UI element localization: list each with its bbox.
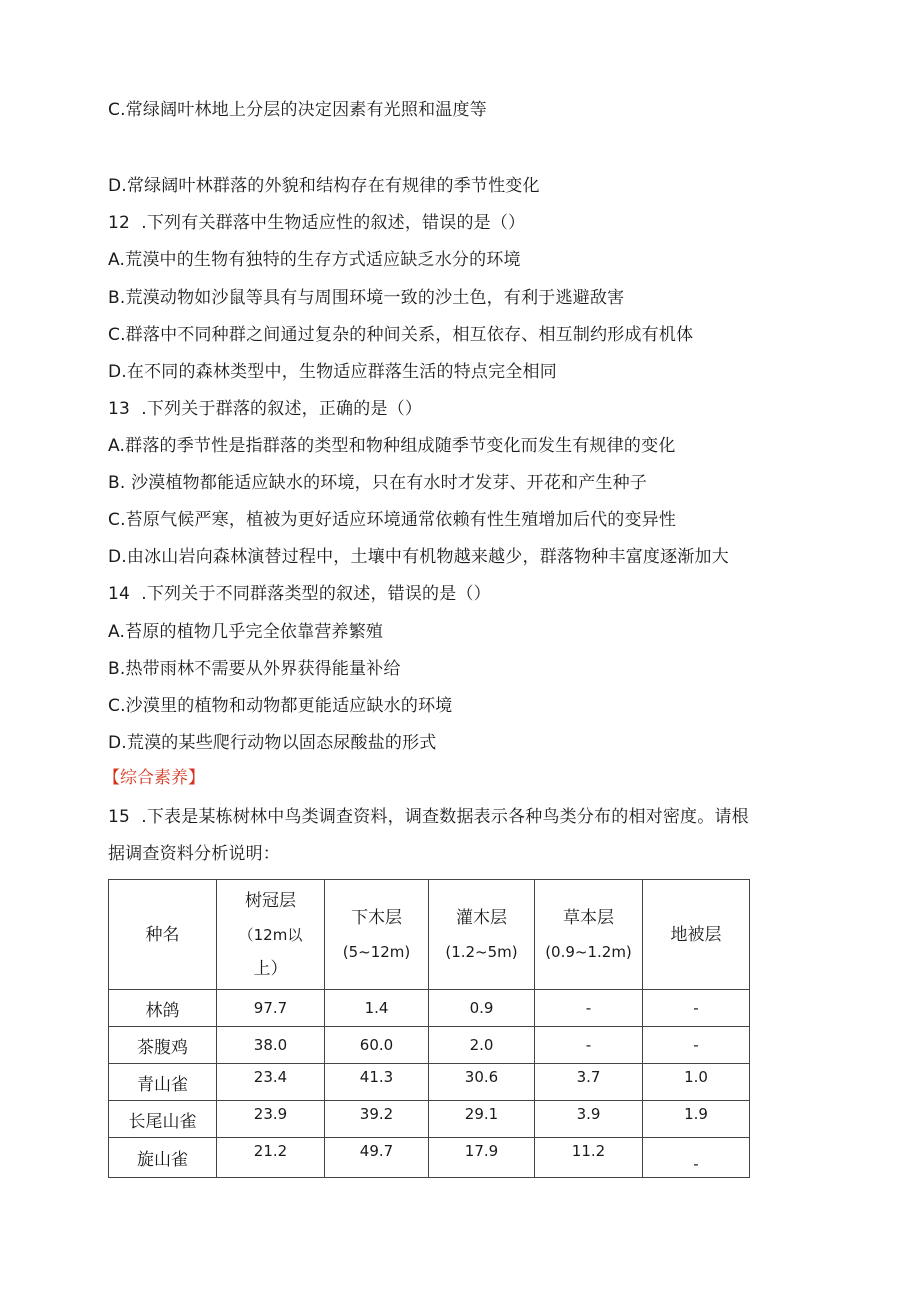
- table-row: [109, 990, 750, 1027]
- species-name: 茶腹鸡: [109, 1027, 217, 1064]
- q12-option-c: C.群落中不同种群之间通过复杂的种间关系，相互依存、相互制约形成有机体: [108, 325, 694, 345]
- q13-option-d: D.由冰山岩向森林演替过程中，土壤中有机物越来越少，群落物种丰富度逐渐加大: [108, 547, 729, 567]
- herb-value: 3.7: [535, 1064, 643, 1101]
- canopy-value: 97.7: [217, 990, 325, 1027]
- understory-value: 60.0: [325, 1027, 429, 1064]
- herb-value: -: [535, 1027, 643, 1064]
- q14-option-a: A.苔原的植物几乎完全依靠营养繁殖: [108, 622, 384, 642]
- table-row: [109, 1138, 750, 1178]
- header-species: 种名: [109, 880, 217, 990]
- table-row: [109, 1064, 750, 1101]
- herb-value: -: [535, 990, 643, 1027]
- table-row: [109, 1101, 750, 1138]
- header-understory: 下木层 (5~12m): [325, 880, 429, 990]
- shrub-value: 17.9: [429, 1138, 535, 1178]
- shrub-value: 2.0: [429, 1027, 535, 1064]
- understory-value: 1.4: [325, 990, 429, 1027]
- shrub-value: 0.9: [429, 990, 535, 1027]
- q13-option-a: A.群落的季节性是指群落的类型和物种组成随季节变化而发生有规律的变化: [108, 436, 676, 456]
- species-name: 林鸽: [109, 990, 217, 1027]
- understory-value: 49.7: [325, 1138, 429, 1178]
- shrub-value: 30.6: [429, 1064, 535, 1101]
- q12-option-b: B.荒漠动物如沙鼠等具有与周围环境一致的沙土色，有利于逃避敌害: [108, 288, 625, 308]
- species-name: 长尾山雀: [109, 1101, 217, 1138]
- header-shrub: 灌木层 (1.2~5m): [429, 880, 535, 990]
- q14-option-c: C.沙漠里的植物和动物都更能适应缺水的环境: [108, 696, 453, 716]
- header-ground: 地被层: [643, 880, 750, 990]
- q13-stem: 13 .下列关于群落的叙述，正确的是（）: [108, 399, 423, 419]
- q12-stem: 12 .下列有关群落中生物适应性的叙述，错误的是（）: [108, 213, 526, 233]
- ground-value: -: [643, 1138, 750, 1178]
- q15-stem-line1: 15 .下表是某栋树林中鸟类调查资料，调查数据表示各种鸟类分布的相对密度。请根: [108, 807, 749, 827]
- ground-value: -: [643, 1027, 750, 1064]
- q14-option-d: D.荒漠的某些爬行动物以固态尿酸盐的形式: [108, 733, 437, 753]
- canopy-value: 23.4: [217, 1064, 325, 1101]
- herb-value: 3.9: [535, 1101, 643, 1138]
- canopy-value: 38.0: [217, 1027, 325, 1064]
- header-canopy: 树冠层 （12m以 上）: [217, 880, 325, 990]
- canopy-value: 21.2: [217, 1138, 325, 1178]
- header-herb: 草本层 (0.9~1.2m): [535, 880, 643, 990]
- bird-density-table: [108, 879, 750, 1178]
- q11-option-d: D.常绿阔叶林群落的外貌和结构存在有规律的季节性变化: [108, 176, 540, 196]
- q14-option-b: B.热带雨林不需要从外界获得能量补给: [108, 659, 401, 679]
- q12-option-d: D.在不同的森林类型中，生物适应群落生活的特点完全相同: [108, 362, 557, 382]
- q13-option-b: B. 沙漠植物都能适应缺水的环境，只在有水时才发芽、开花和产生种子: [108, 473, 648, 493]
- ground-value: -: [643, 990, 750, 1027]
- understory-value: 39.2: [325, 1101, 429, 1138]
- ground-value: 1.9: [643, 1101, 750, 1138]
- herb-value: 11.2: [535, 1138, 643, 1178]
- species-name: 青山雀: [109, 1064, 217, 1101]
- table-header-row: [109, 880, 750, 990]
- species-name: 旋山雀: [109, 1138, 217, 1178]
- q15-stem-line2: 据调查资料分析说明：: [108, 844, 280, 864]
- canopy-value: 23.9: [217, 1101, 325, 1138]
- q12-option-a: A.荒漠中的生物有独特的生存方式适应缺乏水分的环境: [108, 250, 521, 270]
- shrub-value: 29.1: [429, 1101, 535, 1138]
- q13-option-c: C.苔原气候严寒，植被为更好适应环境通常依赖有性生殖增加后代的变异性: [108, 510, 677, 530]
- table-row: [109, 1027, 750, 1064]
- understory-value: 41.3: [325, 1064, 429, 1101]
- q14-stem: 14 .下列关于不同群落类型的叙述，错误的是（）: [108, 584, 491, 604]
- q11-option-c: C.常绿阔叶林地上分层的决定因素有光照和温度等: [108, 100, 487, 120]
- section-title: 【综合素养】: [103, 768, 205, 788]
- ground-value: 1.0: [643, 1064, 750, 1101]
